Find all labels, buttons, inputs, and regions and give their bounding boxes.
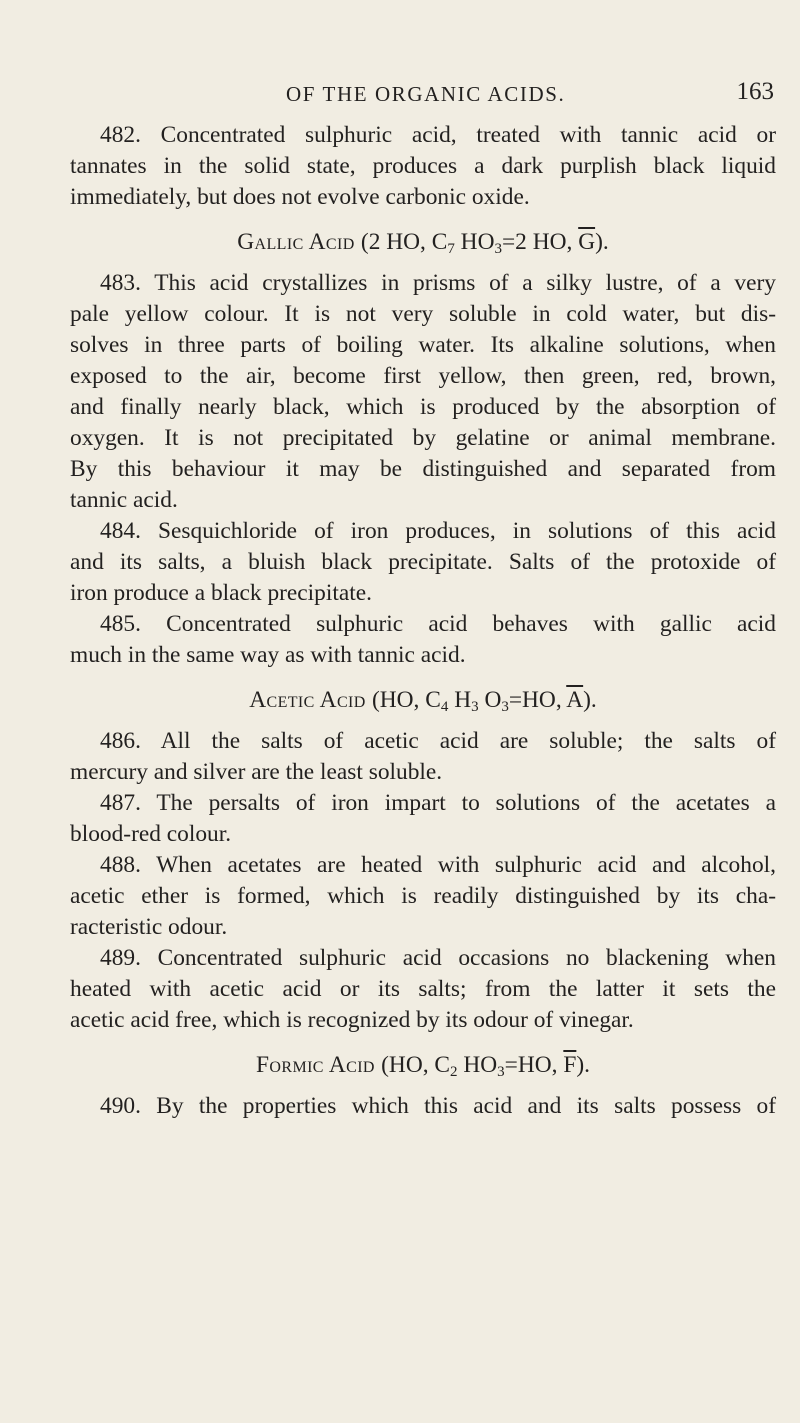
- paragraph-line: 489. Concentrated sulphuric acid occasions no blackening when: [100, 945, 776, 971]
- paragraph-line: 483. This acid crystallizes in prisms of a silky lustre, of a very: [100, 270, 776, 296]
- heading-formula: (2 HO, $C_7$ $HO_3=2$ HO, $\overline{G}$).: [360, 229, 609, 257]
- page-number: 163: [736, 78, 774, 105]
- paragraph-line: 482. Concentrated sulphuric acid, treated with tannic acid or: [100, 122, 776, 148]
- paragraph-line: blood-red colour.: [70, 821, 232, 847]
- formula-symbol: $\overline{F}$: [563, 1052, 577, 1078]
- heading-formula: (HO, $C_4$ $H_3$ $O_3=HO$, $\overline{A}$).: [371, 687, 597, 715]
- paragraph-483: [70, 268, 776, 516]
- paragraph-line: racteristic odour.: [70, 914, 228, 940]
- paragraph-line: pale yellow colour. It is not very soluble in cold water, but dis-: [70, 301, 776, 327]
- paragraph-line: heated with acetic acid or its salts; from the latter it sets the: [70, 976, 776, 1002]
- paragraph-line: exposed to the air, become first yellow, then green, red, brown,: [70, 363, 776, 389]
- paragraph-488: [70, 850, 776, 943]
- paragraph-486: [70, 726, 776, 788]
- paragraph-line: and its salts, a bluish black precipitate. Salts of the protoxide of: [70, 549, 776, 575]
- paragraph-line: and finally nearly black, which is produced by the absorption of: [70, 394, 776, 420]
- paragraph-line: mercury and silver are the least soluble.: [70, 759, 443, 785]
- formula-symbol: $\overline{A}$: [566, 687, 584, 713]
- paragraph-line: solves in three parts of boiling water. Its alkaline solutions, when: [70, 332, 776, 358]
- paragraph-490: [70, 1091, 776, 1122]
- section-heading-formic-acid: [70, 1050, 776, 1081]
- paragraph-line: By this behaviour it may be distinguished and separated from: [70, 456, 776, 482]
- paragraph-line: iron produce a black precipitate.: [70, 580, 372, 606]
- paragraph-line: tannic acid.: [70, 487, 178, 513]
- paragraph-489: [70, 943, 776, 1036]
- section-heading-gallic-acid: [70, 227, 776, 258]
- paragraph-482: [70, 120, 776, 213]
- paragraph-line: 488. When acetates are heated with sulphuric acid and alcohol,: [100, 852, 776, 878]
- heading-name: Gallic Acid: [237, 229, 355, 255]
- paragraph-484: [70, 516, 776, 609]
- paragraph-485: [70, 609, 776, 671]
- paragraph-487: [70, 788, 776, 850]
- heading-name: Formic Acid: [256, 1052, 375, 1078]
- paragraph-line: tannates in the solid state, produces a dark purplish black liquid: [70, 153, 776, 179]
- formula-symbol: $\overline{G}$: [578, 229, 596, 255]
- paragraph-line: acetic ether is formed, which is readily distinguished by its cha-: [70, 883, 776, 909]
- heading-formula: (HO, $C_2$ $HO_3=HO$, $\overline{F}$).: [381, 1052, 590, 1080]
- paragraph-line: 487. The persalts of iron impart to solutions of the acetates a: [100, 790, 776, 816]
- paragraph-line: much in the same way as with tannic acid.: [70, 642, 466, 668]
- paragraph-line: oxygen. It is not precipitated by gelatine or animal membrane.: [70, 425, 776, 451]
- paragraph-line: 484. Sesquichloride of iron produces, in solutions of this acid: [100, 518, 776, 544]
- section-heading-acetic-acid: [70, 685, 776, 716]
- running-head: OF THE ORGANIC ACIDS.: [286, 82, 566, 106]
- heading-name: Acetic Acid: [249, 687, 366, 713]
- paragraph-line: acetic acid free, which is recognized by its odour of vinegar.: [70, 1007, 634, 1033]
- paragraph-line: 490. By the properties which this acid and its salts possess of: [100, 1093, 776, 1119]
- paragraph-line: immediately, but does not evolve carbonic oxide.: [70, 184, 530, 210]
- body-text: [70, 120, 776, 1122]
- paragraph-line: 485. Concentrated sulphuric acid behaves with gallic acid: [100, 611, 776, 637]
- paragraph-line: 486. All the salts of acetic acid are soluble; the salts of: [100, 728, 776, 754]
- page-header: [286, 78, 774, 112]
